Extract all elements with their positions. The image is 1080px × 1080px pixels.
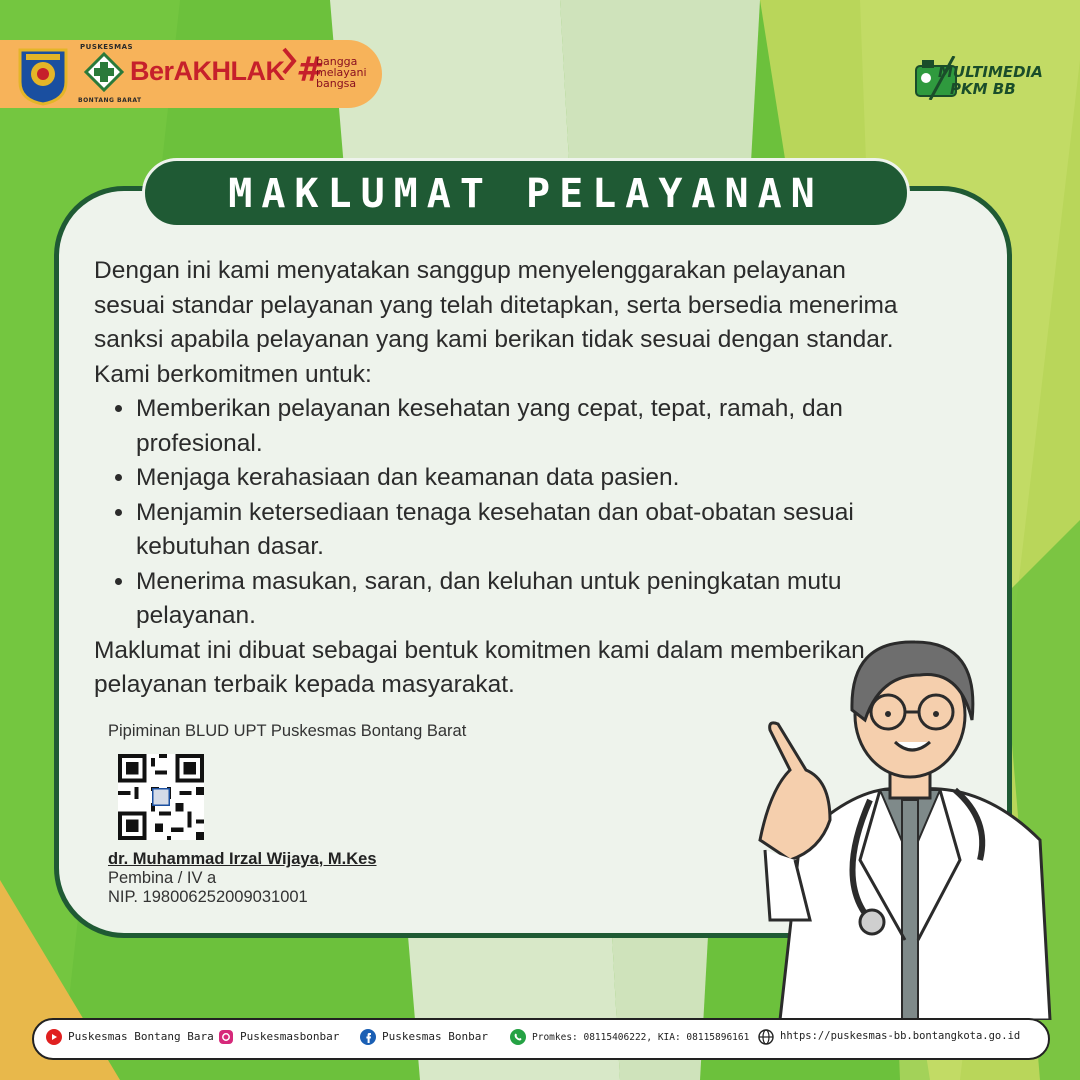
page-title: MAKLUMAT PELAYANAN [228, 171, 824, 217]
multimedia-line-2: PKM BB [950, 80, 1016, 98]
footer-facebook[interactable]: Puskesmas Bonbar [382, 1030, 488, 1043]
footer-instagram[interactable]: Puskesmasbonbar [240, 1030, 340, 1043]
list-item: • Menjamin ketersediaan tenaga kesehatan dan obat-obatan sesuai kebutuhan dasar. [136, 496, 904, 565]
closing-paragraph: Maklumat ini dibuat sebagai bentuk komitmen kami dalam memberikan pelayanan terbaik kepada masyarakat. [94, 636, 865, 698]
footer-youtube[interactable]: Puskesmas Bontang Bara [68, 1030, 214, 1043]
tagline-line-2: melayani [316, 66, 367, 79]
youtube-icon[interactable] [46, 1029, 62, 1045]
instagram-icon[interactable] [218, 1029, 234, 1045]
berakhlak-logo-text: BerAKHLAK [130, 56, 285, 86]
qr-code-icon [118, 754, 204, 840]
commitment-list [94, 392, 904, 634]
bontang-city-emblem-icon [14, 44, 72, 106]
signer-rank: Pembina / IV a [108, 869, 217, 887]
facebook-icon[interactable] [360, 1029, 376, 1045]
globe-icon[interactable] [758, 1029, 774, 1045]
footer-whatsapp[interactable]: Promkes: 08115406222, KIA: 08115896161 [532, 1032, 750, 1043]
tagline [316, 56, 367, 89]
tagline-line-1: bangga [316, 55, 358, 68]
intro-paragraph: Dengan ini kami menyatakan sanggup menyelenggarakan pelayanan sesuai standar pelayanan yang telah ditetapkan, serta bersedia menerima sanksi apabila pelayanan yang kami berikan tidak sesuai dengan standar. Kami berkomitmen untuk: [94, 257, 898, 388]
chevron-right-icon [281, 46, 297, 76]
tagline-line-3: bangsa [316, 77, 357, 90]
multimedia-line-1: MULTIMEDIA [938, 63, 1043, 81]
signer-name: dr. Muhammad Irzal Wijaya, M.Kes [108, 850, 377, 868]
signer-nip: NIP. 198006252009031001 [108, 888, 308, 906]
whatsapp-icon[interactable] [510, 1029, 526, 1045]
doctor-illustration [740, 620, 1070, 1020]
puskesmas-sublabel: BONTANG BARAT [78, 97, 142, 104]
hashtag-symbol: # [296, 50, 320, 90]
list-item: • Menjaga kerahasiaan dan keamanan data pasien. [136, 461, 904, 496]
footer-website[interactable]: hhtps://puskesmas-bb.bontangkota.go.id [780, 1030, 1021, 1042]
signature-heading: Pipiminan BLUD UPT Puskesmas Bontang Barat [108, 722, 467, 740]
list-item: • Memberikan pelayanan kesehatan yang cepat, tepat, ramah, dan profesional. [136, 392, 904, 461]
puskesmas-label: PUSKESMAS [80, 43, 134, 51]
list-item: • Menerima masukan, saran, dan keluhan untuk peningkatan mutu pelayanan. [136, 565, 904, 634]
signer-block [108, 850, 377, 907]
multimedia-logo-text [938, 64, 1043, 98]
